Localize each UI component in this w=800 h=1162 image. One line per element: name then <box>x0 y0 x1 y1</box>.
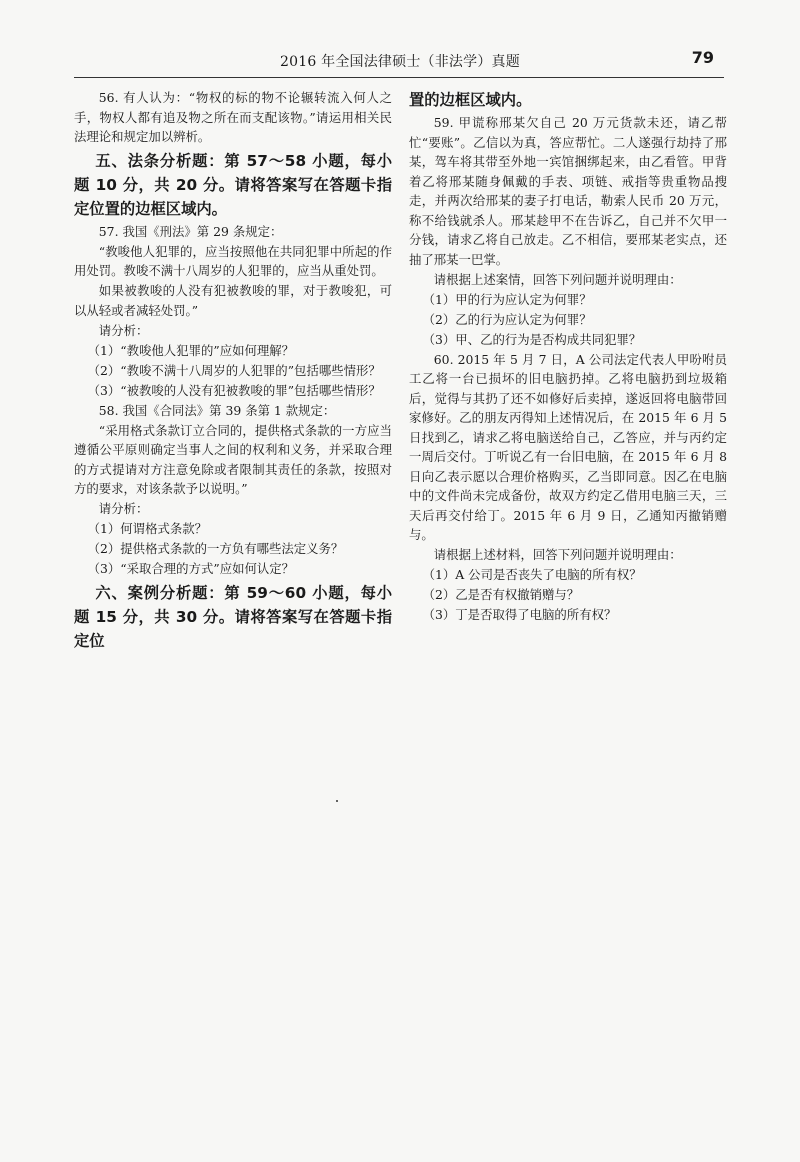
question-59-item-1: （1）甲的行为应认定为何罪？ <box>422 291 592 307</box>
question-60-item-1: （1）A 公司是否丧失了电脑的所有权？ <box>422 567 642 582</box>
question-59-item-3: （3）甲、乙的行为是否构成共同犯罪？ <box>422 331 642 347</box>
question-57-item-1: （1）“教唆他人犯罪的”应如何理解？ <box>87 342 295 358</box>
question-57-prompt: 请分析： <box>98 322 149 338</box>
question-58-prompt: 请分析： <box>98 501 149 516</box>
question-57-quote-2: 如果被教唆的人没有犯被教唆的罪，对于教唆犯，可以从轻或者减轻处罚。” <box>74 283 392 318</box>
section-6-heading-continued: 置的边框区域内。 <box>409 91 532 109</box>
header-rule <box>74 77 724 78</box>
page-number: 79 <box>691 48 714 67</box>
question-57-item-3: （3）“被教唆的人没有犯被教唆的罪”包括哪些情形？ <box>87 382 381 398</box>
question-58-item-1: （1）何谓格式条款？ <box>87 521 208 536</box>
question-57-intro: 57. 我国《刑法》第 29 条规定： <box>98 223 283 239</box>
right-column <box>409 88 727 625</box>
question-58-item-2: （2）提供格式条款的一方负有哪些法定义务？ <box>87 541 344 556</box>
section-5-heading: 五、法条分析题：第 57～58 小题，每小题 10 分，共 20 分。请将答案写在答题卡指定位置的边框区域内。 <box>74 151 392 218</box>
question-57-quote-1: “教唆他人犯罪的，应当按照他在共同犯罪中所起的作用处罚。教唆不满十八周岁的人犯罪的，应当从重处罚。 <box>74 243 392 278</box>
question-56: 56. 有人认为：“物权的标的物不论辗转流入何人之手，物权人都有追及物之所在而支配该物。”请运用相关民法理论和规定加以辨析。 <box>74 90 392 144</box>
question-58-item-3: （3）“采取合理的方式”应如何认定？ <box>87 561 295 576</box>
question-59-prompt: 请根据上述案情，回答下列问题并说明理由： <box>433 271 682 287</box>
question-60-prompt: 请根据上述材料，回答下列问题并说明理由： <box>433 547 682 562</box>
running-header-title: 2016 年全国法律硕士（非法学）真题 <box>280 54 520 70</box>
question-57-item-2: （2）“教唆不满十八周岁的人犯罪的”包括哪些情形？ <box>87 362 381 378</box>
stray-dot <box>336 800 338 802</box>
question-60-item-2: （2）乙是否有权撤销赠与？ <box>422 587 580 602</box>
question-60-item-3: （3）丁是否取得了电脑的所有权？ <box>422 607 617 622</box>
section-6-heading: 六、案例分析题：第 59～60 小题，每小题 15 分，共 30 分。请将答案写在答题卡指定位 <box>74 583 392 650</box>
question-58-quote: “采用格式条款订立合同的，提供格式条款的一方应当遵循公平原则确定当事人之间的权利和义务，并采取合理的方式提请对方注意免除或者限制其责任的条款，按照对方的要求，对该条款予以说明。” <box>74 422 392 496</box>
question-58-intro: 58. 我国《合同法》第 39 条第 1 款规定： <box>98 402 336 418</box>
left-column <box>74 88 392 654</box>
question-59-item-2: （2）乙的行为应认定为何罪？ <box>422 311 592 327</box>
question-59: 59. 甲谎称邢某欠自己 20 万元货款未还，请乙帮忙“要账”。乙信以为真，答应帮忙。二人遂强行劫持了邢某，驾车将其带至外地一宾馆捆绑起来，由乙看管。甲背着乙将邢某随身佩戴的手表、项链、戒指等贵重物品搜走，并两次给邢某的妻子打电话，勒索人民币 20 万元，称不给钱就杀人。邢某趁甲不在告诉乙，自己并不欠甲一分钱，请求乙将自己放走。乙不相信，要邢某老实点，还抽了邢某一巴掌。 <box>409 115 727 267</box>
question-60: 60. 2015 年 5 月 7 日，A 公司法定代表人甲吩咐员工乙将一台已损坏的旧电脑扔掉。乙将电脑扔到垃圾箱后，觉得与其扔了还不如修好后卖掉，遂返回将电脑带回家修好。乙的朋友丙得知上述情况后，在 2015 年 6 月 5 日找到乙，请求乙将电脑送给自己，乙答应，并与丙约定一周后交付。丁听说乙有一台旧电脑，在 2015 年 6 月 8 日向乙表示愿以合理价格购买，乙当即同意。因乙在电脑中的文件尚未完成备份，故双方约定乙借用电脑三天，三天后再交付给丁。2015 年 6 月 9 日，乙通知丙撤销赠与。 <box>409 351 727 542</box>
